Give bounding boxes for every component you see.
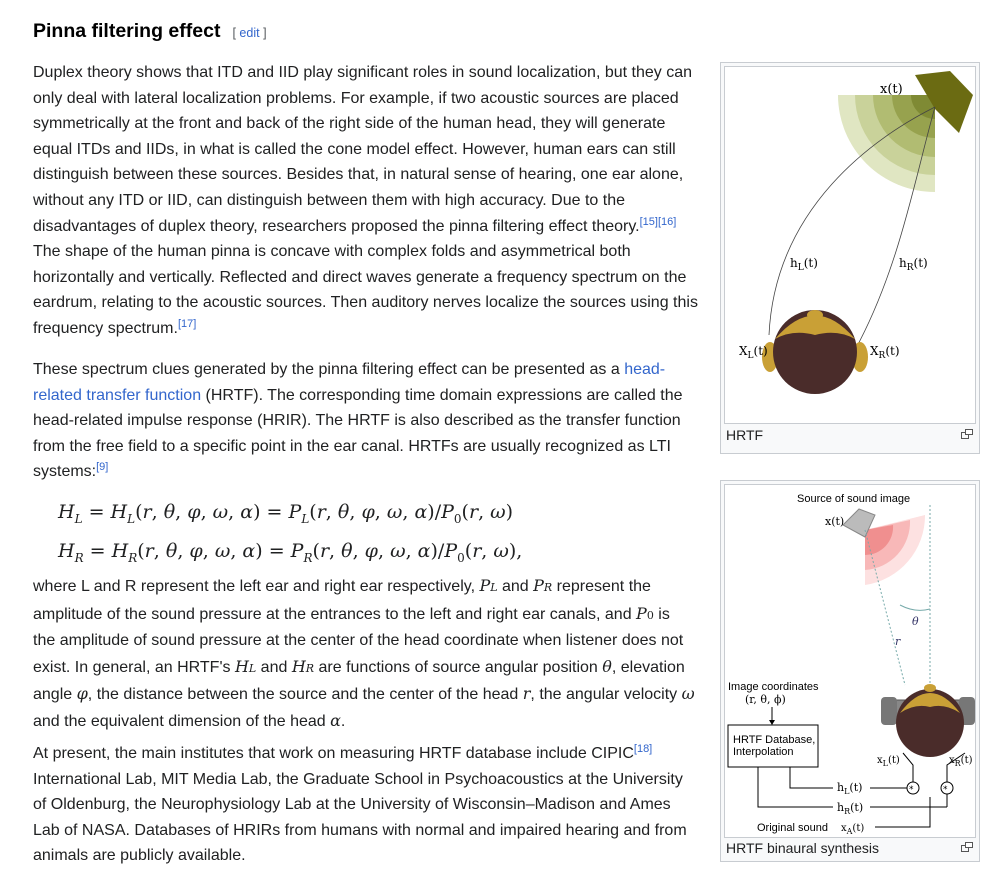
hl-tilde-label: $h_L(t)$ [837, 781, 863, 796]
coords-label: (r, θ, ϕ) [745, 693, 786, 706]
hr-tilde-label: $h_R(t)$ [837, 801, 864, 816]
figure-binaural [720, 480, 980, 862]
edit-link[interactable]: edit [239, 26, 260, 40]
hrtf-caption: HRTF [726, 427, 764, 443]
paragraph-where: where L and R represent the left ear and right ear respectively, PL and PR represent the amplitude of the sound pressure at the entrances to the left and right ear canals, and P0 is the amplitude of sound pressure at the center of the head coordinate when listener does not exist. In general, an HRTF's HL and HR are functions of source angular position θ, elevation angle φ, the distance between the source and the center of the head r, the angular velocity ω and the equivalent dimension of the head α. [33, 576, 695, 730]
paragraph-duplex: Duplex theory shows that ITD and IID play significant roles in sound localization, but they can only deal with lateral localization problems. For example, if two acoustic sources are placed symmetrically at the front and back of the right side of the human head, they will generate equal ITDs and IIDs, in what is called the cone model effect. However, human ears can still distinguish between these sources. Besides that, in natural sense of hearing, one ear alone, without any ITD or IID, can distinguish between them with high accuracy. Due to the disadvantages of duplex theory, researchers proposed the pinna filtering effect theory.[15][16] The shape of the human pinna is concave with complex folds and asymmetrical both horizontally and vertically. Reflected and direct waves generate a frequency spectrum on the eardrum, relating to the acoustic sources. Then auditory nerves localize the sources using this frequency spectrum.[17] [33, 64, 698, 337]
reference-17[interactable]: [17] [177, 317, 197, 330]
enlarge-icon[interactable] [961, 429, 973, 439]
line-hl [790, 767, 833, 788]
section-title: Pinna filtering effect [33, 20, 221, 42]
hrtf-diagram [725, 67, 975, 423]
reference-15-16[interactable]: [15][16] [639, 215, 677, 228]
original-sound-label: Original sound [757, 822, 828, 834]
line-hr [758, 767, 833, 807]
reference-18[interactable]: [18] [633, 743, 653, 755]
hrtf-image[interactable] [724, 66, 976, 424]
xr-label: $X_R(t)$ [870, 344, 900, 361]
binaural-image[interactable] [724, 484, 976, 838]
image-source-label: x(t) [825, 515, 845, 528]
paragraph-hrtf: These spectrum clues generated by the pinna filtering effect can be presented as a head- related transfer function (HRTF). The corresponding time domain expressions are called the head-related impulse response (HRIR). The HRTF is also described as the transfer function from the free field to a specific point in the ear canal. HRTFs are usually recognized as LTI systems:[9] [33, 361, 683, 481]
headphone-left [881, 697, 897, 725]
equation-line-right: $H_R = H_R(r$, θ, φ, ω, $\alpha) = P_R(r$, θ, φ, ω, $\alpha)/P_0(r$, ω), [58, 539, 523, 565]
convolution-left-star: * [909, 785, 914, 795]
hl-label: $h_L(t)$ [790, 256, 818, 273]
section-heading [33, 20, 267, 43]
enlarge-icon[interactable] [961, 842, 973, 852]
paragraph-institutes: At present, the main institutes that work on measuring HRTF database include CIPIC[18] International Lab, MIT Media Lab, the Graduate School in Psychoacoustics at the University of Oldenburg, the Neurophysiology Lab at the University of Wisconsin–Madison and Ames Lab of NASA. Databases of HRIRs from humans with normal and impaired hearing and from animals are publicly available. [33, 743, 687, 865]
xr-out-label: $x_R(t)$ [949, 755, 973, 768]
out-left [903, 753, 913, 782]
edit-section: [ edit ] [232, 26, 267, 40]
hr-label: $h_R(t)$ [899, 256, 928, 273]
reference-9[interactable]: [9] [96, 461, 109, 474]
hrtf-link-part2[interactable]: related transfer function [33, 386, 202, 404]
equation-line-left: $H_L = H_L(r$, θ, φ, ω, $\alpha) = P_L(r$, θ, φ, ω, $\alpha)/P_0(r$, ω) [58, 501, 514, 526]
hrtf-link-part1[interactable]: head- [624, 361, 666, 378]
xl-label: $X_L(t)$ [739, 344, 768, 361]
binaural-diagram [725, 485, 975, 837]
original-sound-line [875, 797, 930, 827]
source-title: Source of sound image [797, 493, 911, 505]
listener-nose [924, 684, 936, 692]
xl-out-label: $x_L(t)$ [877, 755, 900, 768]
box-line2: Interpolation [733, 746, 794, 758]
figure-hrtf [720, 62, 980, 454]
coords-arrowhead [769, 720, 775, 725]
coords-title: Image coordinates [728, 681, 819, 693]
hrtf-equation [58, 496, 522, 574]
binaural-caption: HRTF binaural synthesis [726, 840, 880, 856]
box-line1: HRTF Database, [733, 734, 816, 746]
nose [807, 310, 823, 320]
theta-label: θ [912, 615, 919, 628]
r-label: r [895, 635, 901, 648]
theta-arc [900, 605, 930, 610]
convolution-right-star: * [943, 785, 948, 795]
xa-label: $x_A(t)$ [841, 823, 865, 836]
source-label: x(t) [880, 82, 903, 97]
